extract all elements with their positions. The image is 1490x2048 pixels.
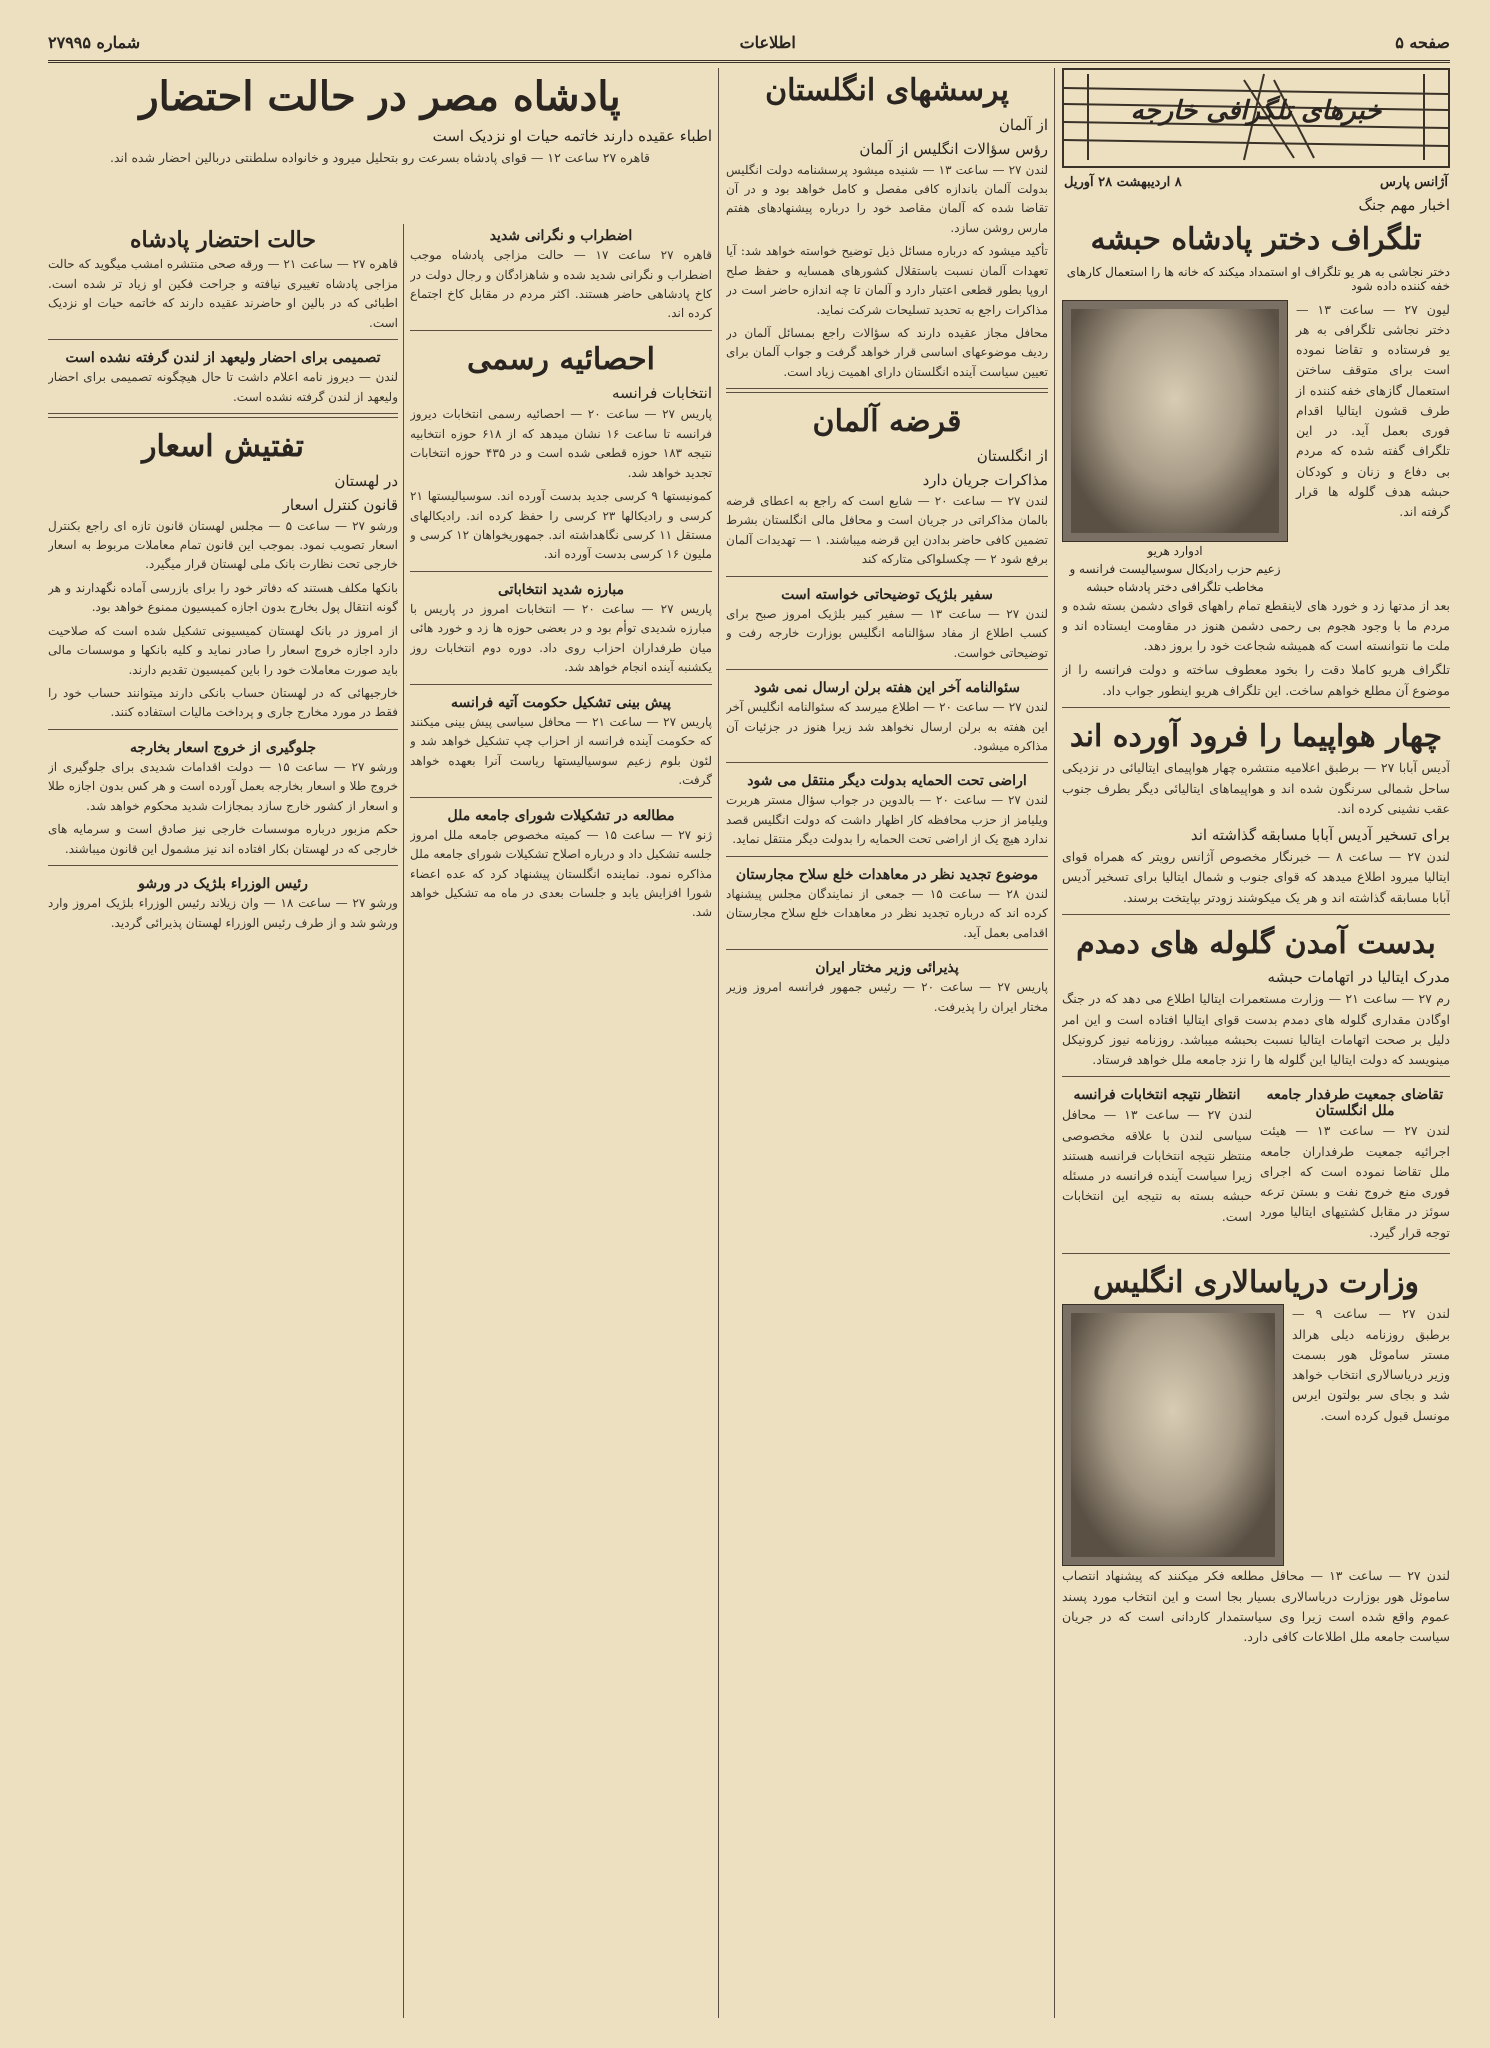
article-text: پاریس ۲۷ — ساعت ۲۰ — رئیس جمهور فرانسه امروز وزیر مختار ایران را پذیرفت. xyxy=(726,980,1048,1014)
subhead-egypt: اطباء عقیده دارند خاتمه حیات او نزدیک است xyxy=(432,127,712,145)
headline-currency-export: جلوگیری از خروج اسعار بخارجه xyxy=(130,739,316,756)
article-text: پاریس ۲۷ — ساعت ۲۰ — انتخابات امروز در پاریس با مبارزه شدیدی توأم بود و در بعضی حوزه ها زد و خورد هائی میان طرفداران احزاب روی داد. دوره دوم انتخابات روز یکشنبه آینده انجام خواهد شد. xyxy=(410,601,712,675)
article-text: ورشو ۲۷ — ساعت ۵ — مجلس لهستان قانون تازه ای راجع بکنترل اسعار تصویب نمود. بموجب این قانون تمام معاملات مربوط به اسعار خارجی تحت نظارت بانک ملی لهستان قرار میگیرد. xyxy=(48,518,398,572)
article-text: محافل مجاز عقیده دارند که سؤالات راجع بمسائل آلمان در ردیف موضوعهای اساسی قرار خواهد گرفت و جواب آلمان برای تعیین سیاست آینده انگلستان دارای اهمیت زیاد است. xyxy=(726,326,1048,379)
article-text: پاریس ۲۷ — ساعت ۲۰ — احصائیه رسمی انتخابات دیروز فرانسه تا ساعت ۱۶ نشان میدهد که از ۶۱۸ حوزه انتخابیه نتیجه ۱۸۳ حوزه قطعی شده است و در ۴۳۵ حوزه انتخابات تجدید خواهد شد. xyxy=(410,407,712,480)
article-text: لندن ۲۷ — ساعت ۲۰ — بالدوین در جواب سؤال مستر هربرت ویلیامز از حزب محافظه کار اظهار داشت که دولت انگلیس قصد ندارد هیچ یک از اراضی تحت الحمایه را بدولت دیگر منتقل نماید. xyxy=(726,793,1048,847)
column-rule xyxy=(718,68,719,2018)
headline-iran-minister: پذیرائی وزیر مختار ایران xyxy=(815,960,959,977)
england-column xyxy=(726,68,1048,2018)
subhead-dumdum: مدرک ایتالیا در اتهامات حبشه xyxy=(1267,968,1450,987)
photo-caption-desc: زعیم حزب رادیکال سوسیالیست فرانسه و مخاطب تلگرافی دختر پادشاه حبشه xyxy=(1069,561,1281,594)
headline-france-election-wait: انتظار نتیجه انتخابات فرانسه xyxy=(1073,1087,1241,1104)
article-text: بعد از مدتها زد و خورد های لاینقطع تمام راههای قوای دشمن بسته شده و مردم ما با وجود هجوم بی رحمی دشمن هنوز در مقاومت ایستاده اند و ملت ما نتوانسته است که همیشه شجاعت خود را بروز دهد. xyxy=(1062,597,1450,653)
headline-france-govt: پیش بینی تشکیل حکومت آتیه فرانسه xyxy=(451,694,671,711)
article-text: لندن ۲۷ — ساعت ۱۳ — شنیده میشود پرسشنامه دولت انگلیس بدولت آلمان باندازه کافی مفصل و کامل خواهد بود و در آن تقاضا شده که آلمان مقاصد خود را درباره پیشنهادهای هفتم مارس روشن سازد. xyxy=(726,162,1048,235)
article-text: کمونیستها ۹ کرسی جدید بدست آورده اند. سوسیالیستها ۲۱ کرسی و رادیکالها ۲۳ کرسی را حفظ کرده اند. رادیکالهای مستقل ۱۱ کرسی نگاهداشته اند. جمهوریخواهان ۱۲ کرسی و ملیون ۱۶ کرسی بدست آورده اند. xyxy=(410,489,712,562)
article-text: لندن ۲۷ — ساعت ۲۰ — اطلاع میرسد که سئوالنامه انگلیس آخر این هفته به برلن ارسال نخواهد شد زیرا هنوز در جزئیات آن مذاکره میشود. xyxy=(726,700,1048,753)
page-number: صفحه ۵ xyxy=(1395,32,1450,52)
headline-ethiopia-princess: تلگراف دختر پادشاه حبشه xyxy=(1090,222,1422,257)
article-text: خارجیهائی که در لهستان حساب بانکی دارند میتوانند حساب خود را فقط در مورد مخارج جاری و پرداخت مالیات استفاده کنند. xyxy=(48,686,398,720)
column-rule xyxy=(1054,68,1055,2018)
headline-belgian-pm: رئیس الوزراء بلژیک در ورشو xyxy=(138,876,308,893)
headline-election-struggle: مبارزه شدید انتخاباتی xyxy=(498,581,624,598)
article-text: قاهره ۲۷ ساعت ۱۲ — قوای پادشاه بسرعت رو بتحلیل میرود و خانواده سلطنتی دربالین احضار شده اند. xyxy=(109,150,650,165)
article-text: لندن ۲۷ — ساعت ۱۳ — سفیر کبیر بلژیک امروز صبح برای کسب اطلاع از مفاد سؤالنامه انگلیس بوزارت خارجه رفت و توضیحاتی خواست. xyxy=(726,606,1048,660)
headline-official-stats: احصائیه رسمی xyxy=(467,341,655,377)
article-text: تأکید میشود که درباره مسائل ذیل توضیح خواسته خواهد شد: آیا تعهدات آلمان نسبت باستقلال کشورهای همسایه و حفظ صلح اروپا بطور قطعی اعتبار دارد و آلمان تا چه اندازه حاضر است در مذاکرات راجع به تحدید تسلیحات شرکت نماید. xyxy=(726,244,1048,317)
headline-hungary: موضوع تجدید نظر در معاهدات خلع سلاح مجارستان xyxy=(735,866,1039,883)
article-text: لندن ۲۸ — ساعت ۱۵ — جمعی از نمایندگان مجلس پیشنهاد کرده اند که درباره تجدید نظر در معاهدات خلع سلاح مجارستان اقدامی بعمل آید. xyxy=(726,886,1048,940)
agency-name: آژانس پارس xyxy=(1380,175,1448,190)
dateline xyxy=(1062,172,1450,193)
masthead xyxy=(48,24,1450,63)
portrait-photo-herriot xyxy=(1062,300,1288,542)
section-label: اخبار مهم جنگ xyxy=(1358,196,1450,214)
from-label: از آلمان xyxy=(998,115,1048,134)
from-label: در لهستان xyxy=(334,471,398,490)
article-text: حکم مزبور درباره موسسات خارجی نیز صادق است و سرمایه های خارجی که در لهستان بکار افتاده اند نیز مشمول این قانون میباشند. xyxy=(48,822,398,856)
headline-league-society: تقاضای جمعیت طرفدار جامعه ملل انگلستان xyxy=(1266,1087,1444,1120)
headline-belgian-ambassador: سفیر بلژیک توضیحاتی خواسته است xyxy=(781,586,993,603)
headline-dumdum-bullets: بدست آمدن گلوله های دمدم xyxy=(1076,925,1436,961)
article-text: لیون ۲۷ — ساعت ۱۳ — دختر نجاشی تلگرافی به هر یو فرستاده و تقاضا نموده است برای متوقف ساختن استعمال گازهای خفه کننده از طرف قشون ایتالیا اقدام فوری بعمل آید. در این تلگراف گفته شده که مردم بی دفاع و زنان و کودکان حبشه هدف گلوله ها قرار گرفته اند. xyxy=(1296,301,1450,519)
article-text: لندن ۲۷ — ساعت ۹ — برطبق روزنامه دیلی هرالد مستر ساموئل هور بسمت وزیر دریاسالاری انتخاب خواهد شد و بجای سر بولتون ایرس مونسل قبول کرده است. xyxy=(1292,1306,1450,1423)
article-text: لندن ۲۷ — ساعت ۱۳ — هیئت اجرائیه جمعیت طرفداران جامعه ملل تقاضا نموده است که اجرای فوری منع خروج نفت و بستن ترعه سوئز در مقابل کشتیهای ایتالیا مورد توجه قرار گیرد. xyxy=(1260,1123,1450,1240)
article-text: قاهره ۲۷ — ساعت ۲۱ — ورقه صحی منتشره امشب میگوید که حالت مزاجی پادشاه تغییری نیافته و جراحت فکین او زیاد تر شده است. اطبائی که در بالین او حاضرند عقیده دارند که خاتمه حیات او نزدیک است. xyxy=(48,257,398,330)
article-text: ورشو ۲۷ — ساعت ۱۸ — وان زیلاند رئیس الوزراء بلژیک امروز وارد ورشو شد و از طرف رئیس الوزراء لهستان پذیرائی گردید. xyxy=(48,896,398,930)
article-text: ژنو ۲۷ — ساعت ۱۵ — کمیته مخصوص جامعه ملل امروز جلسه تشکیل داد و درباره اصلاح تشکیلات شورای جامعه ملل مذاکره نمود. نماینده انگلستان پیشنهاد کرد که عده اعضاء شورا افزایش یابد و جلسات بعدی در ماه مه تشکیل خواهد شد. xyxy=(410,827,712,920)
egypt-middle-column xyxy=(410,224,712,2018)
subhead: قانون کنترل اسعار xyxy=(282,495,398,514)
article-text: آدیس آبابا ۲۷ — برطبق اعلامیه منتشره چهار هواپیمای ایتالیائی در نزدیکی ساحل شمالی سرنگون شده اند و هواپیماهای ایتالیائی دیگر بطرف جنوب عقب نشینی کرده اند. xyxy=(1062,760,1450,816)
issue-number: شماره ۲۷۹۹۵ xyxy=(48,32,141,52)
headline-four-planes: چهار هواپیما را فرود آورده اند xyxy=(1069,718,1443,754)
from-label: از انگلستان xyxy=(976,446,1048,465)
newspaper-name: اطلاعات xyxy=(739,32,796,52)
headline-king-dying: حالت احتضار پادشاه xyxy=(130,227,316,253)
portrait-photo-hoare xyxy=(1062,1304,1284,1566)
headline-questionnaire: سئوالنامه آخر این هفته برلن ارسال نمی شود xyxy=(753,679,1021,696)
news-date: ۸ اردیبهشت ۲۸ آوریل xyxy=(1064,175,1182,190)
article-text: لندن ۲۷ — ساعت ۲۰ — شایع است که راجع به اعطای قرضه بالمان مذاکراتی در جریان است و محافل مالی انگلستان بشرط تضمین کافی حاضر بدادن این قرضه میباشند. ۱ — تهدیدات آلمان برفع شود ۲ — چکسلواکی متارکه کند xyxy=(726,493,1048,567)
article-text: لندن ۲۷ — ساعت ۸ — خبرنگار مخصوص آژانس رویتر که همراه قوای ایتالیا میرود اطلاع میدهد که قوای جنوب و شمال ایتالیا برای تسخیر آدیس آبابا مسابقه گذاشته اند و هر یک میکوشند زودتر بپایتخت برسند. xyxy=(1062,849,1450,905)
article-text: از امروز در بانک لهستان کمیسیونی تشکیل شده است که صلاحیت دارد اجازه خروج اسعار را صادر نماید و کلیه بانکها و موسسات مالی باید صورت معاملات خود را باین کمیسیون تقدیم دارند. xyxy=(48,623,398,677)
headline-league-council: مطالعه در تشکیلات شورای جامعه ملل xyxy=(447,807,675,824)
article-text: لندن ۲۷ — ساعت ۱۳ — محافل سیاسی لندن با علاقه مخصوصی منتظر نتیجه انتخابات فرانسه هستند زیرا سیاست آینده فرانسه در مسئله حبشه بسته به نتیجه این انتخابات است. xyxy=(1062,1107,1253,1224)
egypt-header xyxy=(48,68,712,218)
headline-egypt-king: پادشاه مصر در حالت احتضار xyxy=(139,73,621,120)
foreign-news-column xyxy=(1062,68,1450,2018)
article-text: ورشو ۲۷ — ساعت ۱۵ — دولت اقدامات شدیدی برای جلوگیری از خروج طلا و اسعار بخارجه بعمل آورده است و هر کس بدون اجازه طلا و اسعار از کشور خارج سازد بمجازات شدید محکوم خواهد شد. xyxy=(48,759,398,813)
article-text: قاهره ۲۷ ساعت ۱۷ — حالت مزاجی پادشاه موجب اضطراب و نگرانی شدید شده و شاهزادگان و رجال دولت در کاخ پادشاهی حاضر هستند. اکثر مردم در مقابل کاخ اجتماع کرده اند. xyxy=(410,248,712,321)
headline-currency-control: تفتیش اسعار xyxy=(142,429,304,465)
subhead-france-elections: انتخابات فرانسه xyxy=(612,384,712,403)
article-text: لندن ۲۷ — ساعت ۱۳ — محافل مطلعه فکر میکنند که پیشنهاد انتصاب ساموئل هور بوزارت دریاسالاری بسیار بجا است و این انتخاب مورد پسند عموم واقع شده است زیرا وی سیاستمدار کاردانی است که در جریان سیاست جامعه ملل اطلاعات کافی دارد. xyxy=(1062,1568,1450,1645)
headline-anxiety: اضطراب و نگرانی شدید xyxy=(489,228,633,244)
subhead-race-addis: برای تسخیر آدیس آبابا مسابقه گذاشته اند xyxy=(1190,826,1450,844)
article-text: بانکها مکلف هستند که دفاتر خود را برای بازرسی آماده نگهدارند و هر گونه انتقال پول بخارج بدون اجازه کمیسیون ممنوع خواهد بود. xyxy=(48,580,398,615)
photo-caption-name: ادوارد هریو xyxy=(1147,543,1203,558)
subhead: رؤس سؤالات انگلیس از آلمان xyxy=(859,139,1048,158)
currency-column xyxy=(48,224,398,2018)
headline-crown-prince: تصمیمی برای احضار ولیعهد از لندن گرفته نشده است xyxy=(65,350,381,367)
telegraph-banner xyxy=(1062,68,1450,168)
article-text: پاریس ۲۷ — ساعت ۲۱ — محافل سیاسی پیش بینی میکنند که حکومت آینده فرانسه از احزاب چپ تشکیل خواهد شد و لئون بلوم زعیم سوسیالیستها ریاست آنرا بعهده خواهد گرفت. xyxy=(410,714,712,788)
article-text: تلگراف هریو کاملا دقت را بخود معطوف ساخته و دولت فرانسه را از موضوع آن مطلع خواهم ساخت. این تلگراف هریو اینطور جواب داد. xyxy=(1062,662,1450,698)
subhead: مذاکرات جریان دارد xyxy=(922,470,1048,489)
column-rule xyxy=(403,224,404,2018)
article-text: رم ۲۷ — ساعت ۲۱ — وزارت مستعمرات ایتالیا اطلاع می دهد که در جنگ اوگادن مقداری گلوله های دمدم بدست قوای ایتالیا افتاده است و این امر دلیل بر صحت اتهامات ایتالیا نسبت بحبشه میباشد. روزنامه نیوز کرونیکل مینویسد که دولت ایتالیا این گلوله ها را نزد جامعه ملل خواهد فرستاد. xyxy=(1062,991,1450,1067)
headline-protectorate: اراضی تحت الحمایه بدولت دیگر منتقل می شود xyxy=(747,773,1027,790)
banner-title: خبرهای تلگرافی خارجه xyxy=(1130,96,1382,126)
article-text: لندن — دیروز نامه اعلام داشت تا حال هیچگونه تصمیمی برای احضار ولیعهد از لندن گرفته نشده است. xyxy=(48,370,398,404)
headline-admiralty: وزارت دریاسالاری انگلیس xyxy=(1092,1264,1420,1300)
headline-german-loan: قرضه آلمان xyxy=(812,404,962,440)
subhead-ethiopia-princess: دختر نجاشی به هر یو تلگراف او استمداد میکند که خانه ها را استعمال کارهای خفه کننده داده شود xyxy=(1066,264,1450,293)
headline-england-questions: پرسشهای انگلستان xyxy=(765,73,1009,108)
